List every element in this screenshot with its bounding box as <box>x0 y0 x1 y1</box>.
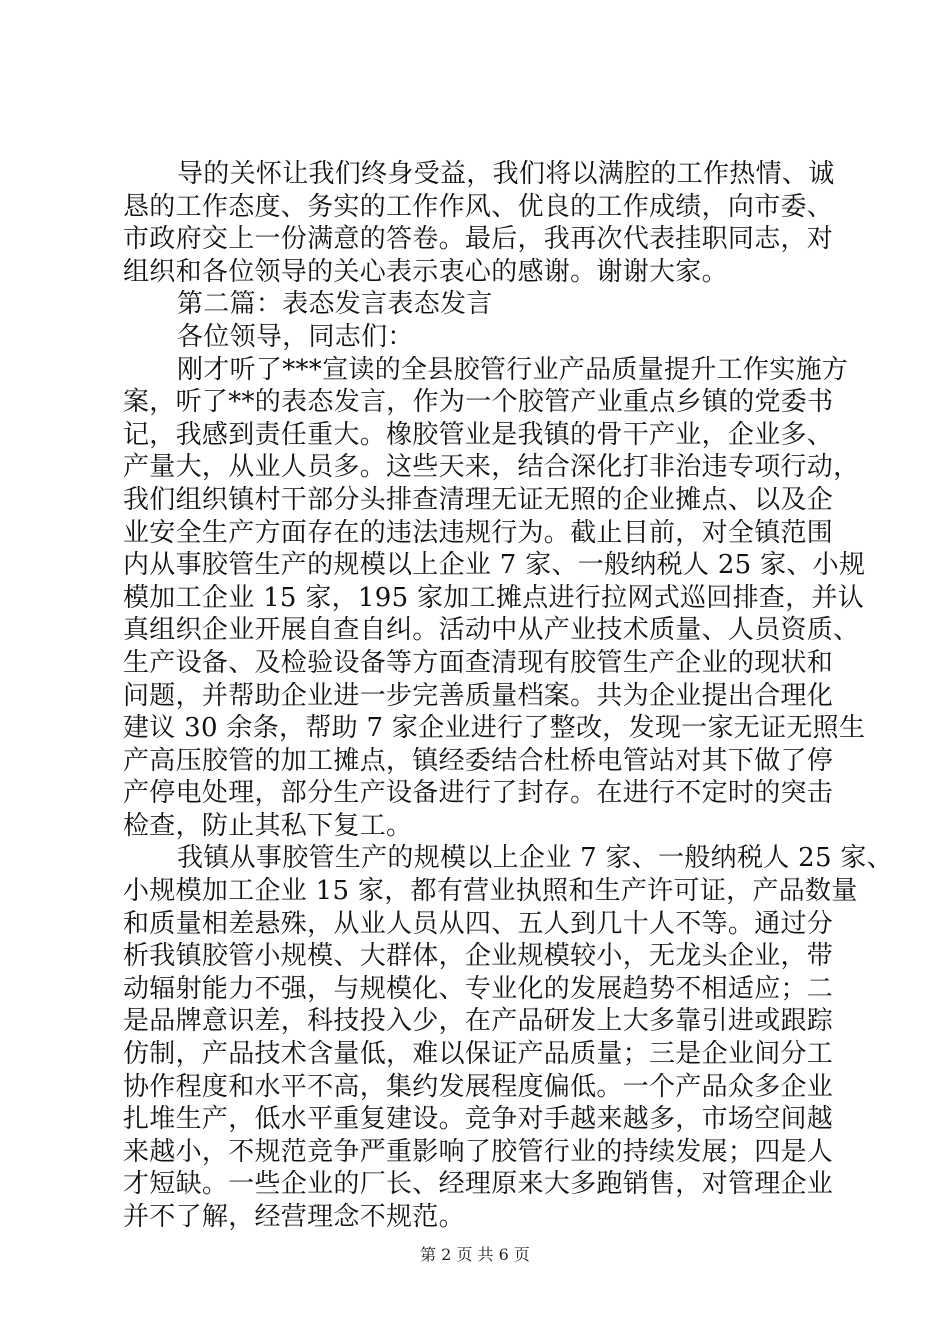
page-number-footer: 第 2 页 共 6 页 <box>420 1245 530 1264</box>
text-line: 建议 30 余条，帮助 7 家企业进行了整改，发现一家无证无照生 <box>123 713 866 744</box>
text-line: 市政府交上一份满意的答卷。最后，我再次代表挂职同志，对 <box>123 224 834 255</box>
text-line: 扎堆生产，低水平重复建设。竞争对手越来越多，市场空间越 <box>123 1104 834 1135</box>
text-line: 协作程度和水平不高，集约发展程度偏低。一个产品众多企业 <box>123 1071 834 1102</box>
text-line: 我镇从事胶管生产的规模以上企业 7 家、一般纳税人 25 家、 <box>177 843 893 874</box>
salutation: 各位领导，同志们： <box>177 321 414 352</box>
section-heading: 第二篇：表态发言表态发言 <box>177 289 493 320</box>
text-line: 问题，并帮助企业进一步完善质量档案。共为企业提出合理化 <box>123 680 834 711</box>
text-line: 刚才听了***宣读的全县胶管行业产品质量提升工作实施方 <box>177 354 849 385</box>
text-line: 小规模加工企业 15 家，都有营业执照和生产许可证，产品数量 <box>123 876 858 907</box>
text-line: 析我镇胶管小规模、大群体，企业规模较小，无龙头企业，带 <box>123 941 834 972</box>
text-line: 业安全生产方面存在的违法违规行为。截止目前，对全镇范围 <box>123 517 834 548</box>
text-line: 来越小，不规范竞争严重影响了胶管行业的持续发展；四是人 <box>123 1136 834 1167</box>
text-line: 并不了解，经营理念不规范。 <box>123 1202 465 1232</box>
text-line: 产停电处理，部分生产设备进行了封存。在进行不定时的突击 <box>123 778 834 809</box>
text-line: 仿制，产品技术含量低，难以保证产品质量；三是企业间分工 <box>123 1039 834 1070</box>
text-line: 是品牌意识差，科技投入少，在产品研发上大多靠引进或跟踪 <box>123 1006 834 1037</box>
text-line: 产高压胶管的加工摊点，镇经委结合杜桥电管站对其下做了停 <box>123 745 834 776</box>
text-line: 导的关怀让我们终身受益，我们将以满腔的工作热情、诚 <box>177 159 835 189</box>
text-line: 才短缺。一些企业的厂长、经理原来大多跑销售，对管理企业 <box>123 1169 834 1200</box>
text-line: 产量大，从业人员多。这些天来，结合深化打非治违专项行动， <box>123 452 860 483</box>
text-line: 记，我感到责任重大。橡胶管业是我镇的骨干产业，企业多、 <box>123 419 834 450</box>
text-line: 检查，防止其私下复工。 <box>123 810 413 841</box>
text-line: 生产设备、及检验设备等方面查清现有胶管生产企业的现状和 <box>123 647 834 678</box>
text-line: 真组织企业开展自查自纠。活动中从产业技术质量、人员资质、 <box>123 615 860 646</box>
text-line: 案，听了**的表态发言，作为一个胶管产业重点乡镇的党委书 <box>123 387 834 418</box>
text-line: 动辐射能力不强，与规模化、专业化的发展趋势不相适应；二 <box>123 973 834 1004</box>
text-line: 和质量相差悬殊，从业人员从四、五人到几十人不等。通过分 <box>123 908 834 939</box>
text-line: 我们组织镇村干部分头排查清理无证无照的企业摊点、以及企 <box>123 484 834 515</box>
text-line: 恳的工作态度、务实的工作作风、优良的工作成绩，向市委、 <box>123 191 834 222</box>
text-line: 组织和各位领导的关心表示衷心的感谢。谢谢大家。 <box>123 256 728 287</box>
document-body <box>123 158 893 1234</box>
text-line: 模加工企业 15 家，195 家加工摊点进行拉网式巡回排查，并认 <box>123 582 865 613</box>
text-line: 内从事胶管生产的规模以上企业 7 家、一般纳税人 25 家、小规 <box>123 550 866 581</box>
